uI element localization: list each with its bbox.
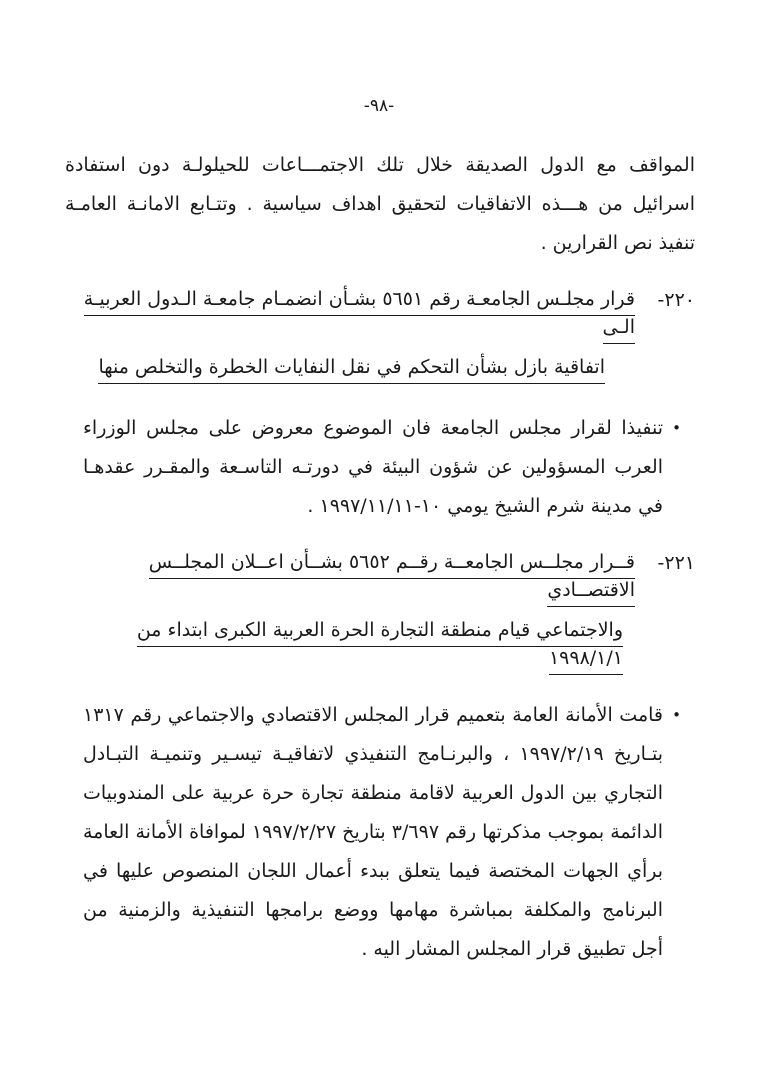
- bullet-item: [83, 409, 681, 526]
- decision-220-title: [65, 285, 635, 393]
- decision-item-220: [65, 285, 695, 526]
- decision-221-heading: [65, 548, 695, 684]
- bullet-item: [83, 696, 681, 969]
- page-content: [65, 146, 695, 969]
- bullet-text: تنفيذا لقرار مجلس الجامعة فان الموضوع معروض على مجلس الوزراء العرب المسؤولين عن شؤون البيئة في دورتـه التاسـعة والمقـرر عقدهـا في مدينة شرم الشيخ يومي ١٠-١٩٩٧/١١/١١ .: [83, 417, 663, 517]
- title-line: اتفاقية بازل بشأن التحكم في نقل النفايات الخطرة والتخلص منها: [65, 353, 635, 381]
- decision-220-heading: [65, 285, 695, 393]
- decision-220-number: ٢٢٠-: [657, 289, 695, 311]
- title-line: قــرار مجلــس الجامعــة رقــم ٥٦٥٢ بشــأن اعــلان المجلــس الاقتصــادي: [65, 548, 635, 604]
- decision-item-221: [65, 548, 695, 969]
- title-line: قرار مجلـس الجامعـة رقم ٥٦٥١ بشـأن انضمـام جامعـة الـدول العربيـة الـى: [65, 285, 635, 341]
- title-line: والاجتماعي قيام منطقة التجارة الحرة العربية الكبرى ابتداء من ١٩٩٨/١/١: [65, 616, 635, 672]
- bullet-text: قامت الأمانة العامة بتعميم قرار المجلس الاقتصادي والاجتماعي رقم ١٣١٧ بتـاريخ ١٩٩٧/٢/١٩ ، والبرنـامج التنفيذي لاتفاقيـة تيسـير وتنميـة التبـادل التجاري بين الدول العربية لاقامة منطقة تجارة حرة عربية على المندوبيات الدائمة بموجب مذكرتها رقم ٣/٦٩٧ بتاريخ ١٩٩٧/٢/٢٧ لموافاة الأمانة العامة برأي الجهات المختصة فيما يتعلق ببدء أعمال اللجان المنصوص عليها في البرنامج والمكلفة بمباشرة مهامها ووضع برامجها التنفيذية والزمنية من أجل تطبيق قرار المجلس المشار اليه .: [83, 704, 663, 960]
- bullet-icon: •: [672, 706, 681, 724]
- decision-221-bullet-list: [83, 696, 681, 969]
- intro-paragraph: المواقف مع الدول الصديقة خلال تلك الاجتمـــاعات للحيلولـة دون استفادة اسرائيل من هـــذه الاتفاقيات لتحقيق اهداف سياسية . وتتـابع الامانـة العامـة تنفيذ نص القرارين .: [65, 154, 695, 254]
- decision-221-number: ٢٢١-: [657, 552, 695, 574]
- decision-221-title: [65, 548, 635, 684]
- page-number: -٩٨-: [363, 96, 395, 116]
- decision-220-bullet-list: [83, 409, 681, 526]
- bullet-icon: •: [672, 419, 681, 437]
